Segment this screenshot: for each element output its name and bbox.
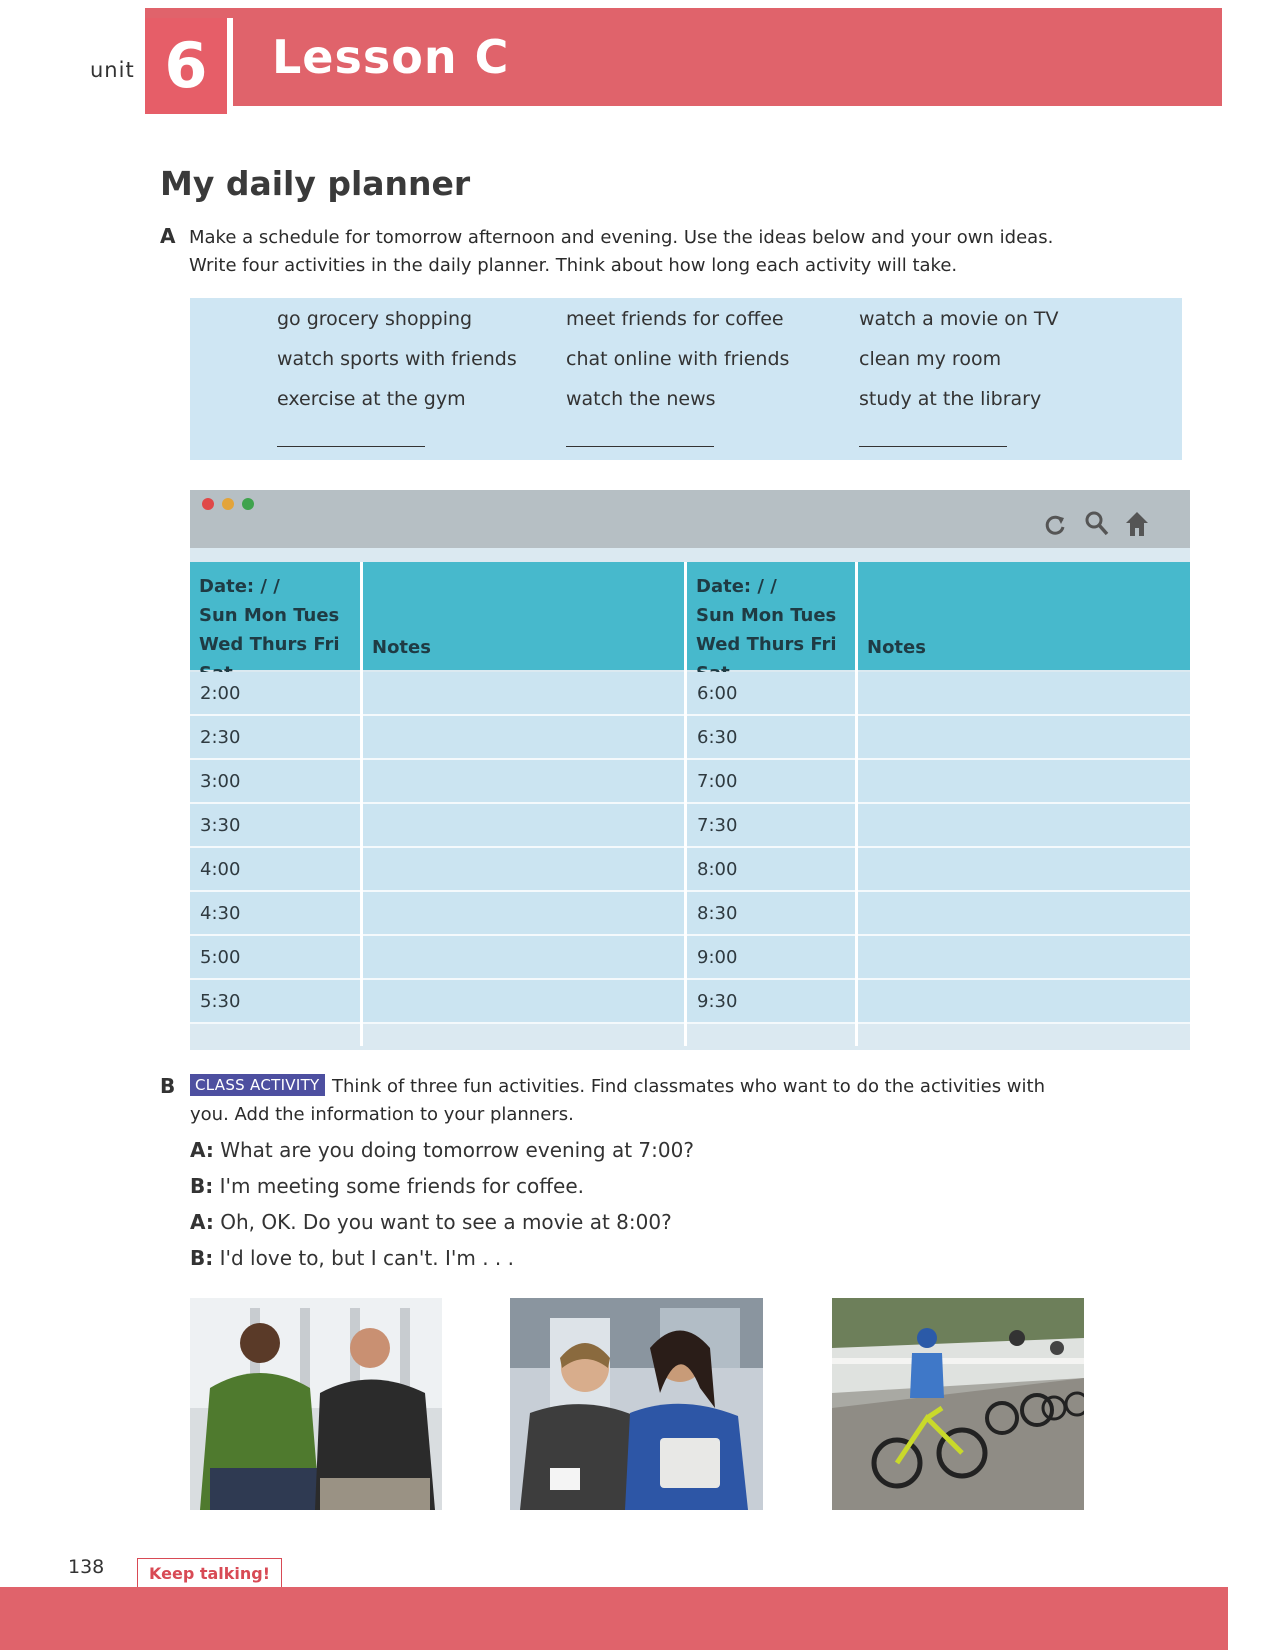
time-cell: 9:00	[697, 947, 738, 968]
column-divider	[684, 562, 687, 1046]
section-a-instruction-2: Write four activities in the daily planner. Think about how long each activity will take.	[189, 255, 958, 276]
women-coffee-photo	[510, 1298, 763, 1510]
section-b-instruction-1: Think of three fun activities. Find classmates who want to do the activities with	[332, 1076, 1045, 1097]
time-cell: 4:30	[200, 903, 241, 924]
idea-item: chat online with friends	[566, 348, 790, 370]
table-row[interactable]	[190, 848, 1190, 892]
minimize-dot-icon[interactable]	[222, 498, 234, 510]
idea-item: watch sports with friends	[277, 348, 517, 370]
badge-label: CLASS ACTIVITY	[190, 1074, 325, 1096]
speaker-label: B:	[190, 1246, 214, 1270]
page-number: 138	[68, 1556, 105, 1578]
speaker-label: B:	[190, 1174, 214, 1198]
speaker-label: A:	[190, 1210, 214, 1234]
refresh-icon[interactable]	[1042, 512, 1068, 538]
time-cell: 6:00	[697, 683, 738, 704]
table-row[interactable]	[190, 980, 1190, 1024]
class-activity-badge	[190, 1075, 325, 1094]
time-cell: 6:30	[697, 727, 738, 748]
dialogue-text: I'd love to, but I can't. I'm . . .	[219, 1246, 514, 1270]
daily-planner-window	[190, 490, 1190, 1050]
notes-label: Notes	[867, 637, 926, 658]
write-in-line[interactable]	[277, 446, 425, 447]
search-icon[interactable]	[1084, 510, 1110, 538]
time-cell: 5:30	[200, 991, 241, 1012]
table-row[interactable]	[190, 716, 1190, 760]
dialogue-line	[190, 1246, 514, 1270]
time-cell: 9:30	[697, 991, 738, 1012]
table-row[interactable]	[190, 936, 1190, 980]
ideas-box	[190, 298, 1182, 460]
idea-item: watch the news	[566, 388, 716, 410]
idea-item: clean my room	[859, 348, 1002, 370]
maximize-dot-icon[interactable]	[242, 498, 254, 510]
idea-item: watch a movie on TV	[859, 308, 1059, 330]
date-label: Date: / /	[199, 576, 280, 597]
idea-item: go grocery shopping	[277, 308, 473, 330]
notes-label: Notes	[372, 637, 431, 658]
dialogue-text: Oh, OK. Do you want to see a movie at 8:00?	[220, 1210, 672, 1234]
days-label: Wed Thurs Fri	[696, 634, 837, 655]
table-row[interactable]	[190, 760, 1190, 804]
write-in-line[interactable]	[566, 446, 714, 447]
time-cell: 8:30	[697, 903, 738, 924]
section-b-letter: B	[160, 1074, 176, 1098]
footer-bar	[0, 1587, 1228, 1650]
section-a-letter: A	[160, 224, 176, 248]
dialogue-line	[190, 1210, 672, 1234]
table-row[interactable]	[190, 804, 1190, 848]
left-date-header	[190, 562, 360, 670]
time-cell: 2:30	[200, 727, 241, 748]
time-cell: 3:00	[200, 771, 241, 792]
idea-item: study at the library	[859, 388, 1042, 410]
speaker-label: A:	[190, 1138, 214, 1162]
idea-item: meet friends for coffee	[566, 308, 784, 330]
time-cell: 7:00	[697, 771, 738, 792]
dialogue-text: I'm meeting some friends for coffee.	[219, 1174, 584, 1198]
table-row[interactable]	[190, 892, 1190, 936]
time-cell: 2:00	[200, 683, 241, 704]
left-notes-header	[363, 562, 684, 670]
close-dot-icon[interactable]	[202, 498, 214, 510]
dialogue-line	[190, 1174, 584, 1198]
home-icon[interactable]	[1124, 510, 1150, 538]
planner-rows	[190, 672, 1190, 1024]
table-row[interactable]	[190, 672, 1190, 716]
idea-item: exercise at the gym	[277, 388, 466, 410]
unit-number: 6	[145, 18, 233, 114]
window-titlebar	[190, 490, 1190, 548]
column-divider	[855, 562, 858, 1046]
page-heading: My daily planner	[160, 164, 471, 203]
dialogue-line	[190, 1138, 694, 1162]
dialogue-text: What are you doing tomorrow evening at 7:00?	[220, 1138, 694, 1162]
right-date-header	[687, 562, 855, 670]
unit-label: unit	[90, 58, 135, 82]
time-cell: 3:30	[200, 815, 241, 836]
time-cell: 4:00	[200, 859, 241, 880]
section-a-instruction-1: Make a schedule for tomorrow afternoon and evening. Use the ideas below and your own ideas.	[189, 227, 1054, 248]
section-b-instruction-2: you. Add the information to your planners.	[190, 1104, 574, 1125]
column-divider	[360, 562, 363, 1046]
time-cell: 5:00	[200, 947, 241, 968]
cyclists-photo	[832, 1298, 1084, 1510]
keep-talking-label: Keep talking!	[137, 1558, 282, 1589]
days-label: Wed Thurs Fri	[199, 634, 340, 655]
time-cell: 8:00	[697, 859, 738, 880]
write-in-line[interactable]	[859, 446, 1007, 447]
lesson-title: Lesson C	[272, 30, 510, 84]
right-notes-header	[858, 562, 1190, 670]
days-label: Sun Mon Tues	[199, 605, 340, 626]
time-cell: 7:30	[697, 815, 738, 836]
days-label: Sun Mon Tues	[696, 605, 837, 626]
men-watching-sports-photo	[190, 1298, 442, 1510]
date-label: Date: / /	[696, 576, 777, 597]
